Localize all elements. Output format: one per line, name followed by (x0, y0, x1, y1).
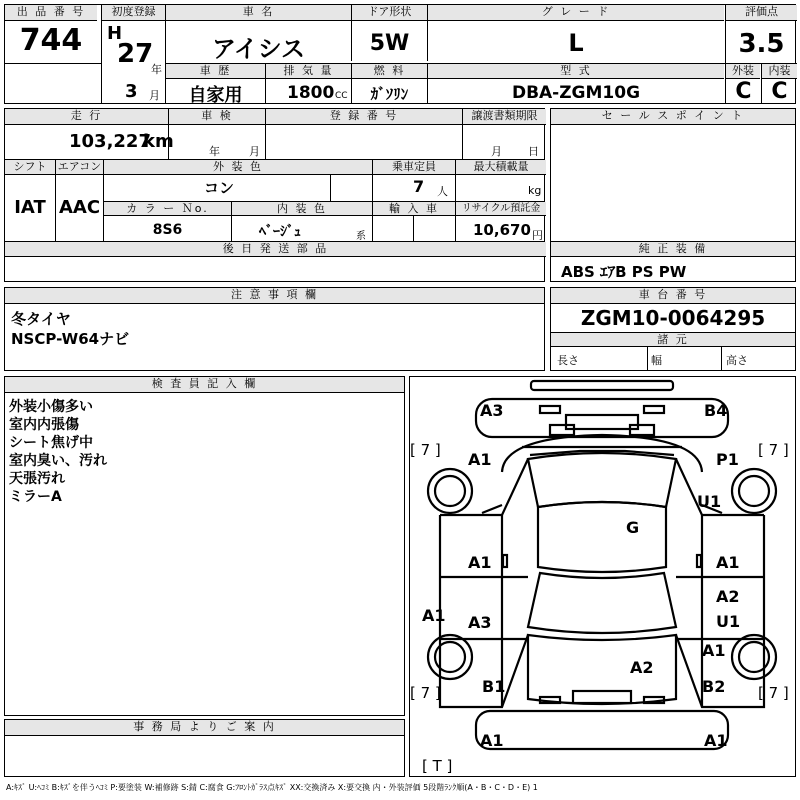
model: DBA-ZGM10G (511, 83, 641, 103)
sales-point-block (550, 108, 796, 282)
displacement: 1800 (287, 83, 335, 103)
damage-mark-a1-rear-left: A1 (480, 731, 504, 750)
first-reg-label: 初度登録 (102, 5, 165, 21)
damage-mark-u1-upper: U1 (697, 492, 722, 511)
inspector-line: 室内臭い、汚れ (9, 453, 107, 469)
tire-tread-rear-left: [ 7 ] (410, 684, 441, 702)
later-parts-label: 後 日 発 送 部 品 (5, 242, 546, 257)
interior-color-unit: 系 (356, 231, 366, 242)
damage-mark-a1-left-door: A1 (468, 553, 492, 572)
inspector-line: 天張汚れ (9, 471, 65, 487)
displacement-label: 排 気 量 (266, 64, 351, 79)
lot-label: 出 品 番 号 (5, 5, 97, 21)
damage-mark-a3-top: A3 (480, 401, 504, 420)
history-label: 車 歴 (166, 64, 265, 79)
inspection-label: 車 検 (169, 109, 265, 125)
door-label: ドア形状 (352, 5, 427, 21)
caution-block (4, 287, 545, 371)
equipment: ABS ｴｱB PS PW (561, 263, 687, 281)
damage-mark-a1-right-quarter: A1 (702, 641, 726, 660)
color-no-label: カ ラ ー Ｎo. (104, 202, 231, 216)
door-type: 5W (369, 31, 410, 56)
damage-mark-a1-rear-right: A1 (704, 731, 728, 750)
inspector-block (4, 376, 405, 716)
damage-mark-a2-rear: A2 (630, 658, 654, 677)
damage-mark-u1-right: U1 (716, 612, 741, 631)
interior-label: 内装 (762, 64, 797, 79)
header-block (4, 4, 796, 104)
interior-grade: C (771, 79, 788, 104)
lot-number: 744 (19, 23, 83, 58)
recycle-fee: 10,670 (473, 221, 531, 239)
ac-label: エアコン (57, 160, 102, 173)
chassis-label: 車 台 番 号 (551, 288, 795, 304)
damage-mark-b2: B2 (702, 677, 726, 696)
transfer-day-unit: 日 (528, 145, 539, 158)
damage-mark-g: G (626, 518, 640, 537)
grade: L (568, 29, 584, 57)
displacement-unit: CC (335, 91, 348, 101)
shift: IAT (14, 197, 46, 218)
mileage-label: 走 行 (5, 109, 168, 125)
chassis-number: ZGM10-0064295 (580, 306, 766, 330)
exterior-label: 外装 (726, 64, 760, 79)
inspector-line: ミラーA (9, 489, 62, 505)
height-label: 高さ (726, 354, 748, 367)
sales-point-label: セ ー ル ス ポ イ ン ト (551, 109, 795, 125)
damage-mark-a3-left: A3 (468, 613, 492, 632)
lot-cell (5, 5, 97, 63)
chassis-block (550, 287, 796, 371)
caution-line: 冬タイヤ (11, 310, 71, 328)
spec-label: 諸 元 (551, 333, 795, 347)
score-label: 評価点 (726, 5, 797, 21)
year-unit: 年 (151, 63, 162, 76)
fuel-label: 燃 料 (352, 64, 427, 79)
car-name: アイシス (211, 35, 306, 63)
interior-color-label: 内 装 色 (232, 202, 372, 216)
reg-month: 3 (125, 81, 138, 102)
fuel: ｶﾞｿﾘﾝ (370, 85, 409, 103)
month-unit: 月 (149, 89, 160, 102)
tire-tread-front-right: [ 7 ] (758, 441, 789, 459)
caution-label: 注 意 事 項 欄 (5, 288, 544, 304)
damage-mark-a1-front-left: A1 (468, 450, 492, 469)
damage-mark-b1: B1 (482, 677, 506, 696)
inspector-line: 外装小傷多い (9, 399, 93, 415)
history: 自家用 (188, 85, 243, 106)
caution-line: NSCP-W64ナビ (11, 330, 130, 348)
car-name-label: 車 名 (166, 5, 351, 21)
spare-tire: [ T ] (422, 757, 453, 775)
car-diagram (410, 377, 795, 776)
equipment-label: 純 正 装 備 (551, 242, 795, 257)
interior-color: ﾍﾞｰｼﾞｭ (259, 224, 301, 240)
recycle-unit: 円 (532, 229, 543, 242)
damage-mark-a2-right: A2 (716, 587, 740, 606)
mileage-unit: km (143, 131, 174, 152)
inspector-line: シート焦げ中 (9, 435, 93, 451)
transfer-month-unit: 月 (491, 145, 502, 158)
damage-mark-p1: P1 (716, 450, 739, 469)
shift-label: シフト (5, 160, 55, 175)
reg-number-label: 登 録 番 号 (266, 109, 462, 125)
color-label: 外 装 色 (104, 160, 372, 175)
length-label: 長さ (557, 354, 579, 367)
inspector-line: 室内内張傷 (9, 417, 79, 433)
grade-label: グ レ ー ド (428, 5, 724, 21)
vehicle-details (4, 108, 545, 282)
inspection-month-unit: 月 (249, 145, 260, 158)
color-no: 8S6 (152, 222, 183, 238)
inspector-label: 検 査 員 記 入 欄 (5, 377, 404, 393)
score: 3.5 (738, 29, 785, 59)
width-label: 幅 (651, 354, 662, 367)
capacity-label: 乗車定員 (373, 160, 455, 175)
import-label: 輸 入 車 (373, 202, 455, 216)
mileage: 103,227 (69, 131, 151, 152)
capacity: 7 (413, 177, 425, 196)
tire-tread-front-left: [ 7 ] (410, 441, 441, 459)
model-label: 型 式 (428, 64, 724, 79)
damage-mark-b4-top: B4 (704, 401, 728, 420)
inspection-year-unit: 年 (209, 145, 220, 158)
capacity-unit: 人 (437, 185, 448, 198)
max-load-unit: kg (528, 184, 542, 197)
office-label: 事 務 局 よ り ご 案 内 (5, 720, 404, 736)
transfer-doc-label: 譲渡書類期限 (463, 109, 546, 125)
legend: A:ｷｽﾞ U:ﾍｺﾐ B:ｷｽﾞを伴うﾍｺﾐ P:要塗装 W:補修跡 S:錆 C:腐食 G:ﾌﾛﾝﾄｶﾞﾗｽ点ｷｽﾞ XX:交換済み X:要交換 内・外装評価 5段階ﾗﾝｸ順(A・B・C・D・E) 1 (6, 783, 538, 792)
office-block (4, 719, 405, 777)
exterior-grade: C (735, 79, 752, 104)
damage-mark-a1-left-sill: A1 (422, 606, 446, 625)
damage-diagram (409, 376, 796, 777)
era: H (107, 23, 123, 44)
exterior-color: コン (203, 179, 234, 197)
damage-mark-a1-right-door: A1 (716, 553, 740, 572)
tire-tread-rear-right: [ 7 ] (758, 684, 789, 702)
reg-year: 27 (117, 39, 154, 69)
max-load-label: 最大積載量 (456, 160, 546, 175)
recycle-label: リサイクル預託金 (456, 202, 546, 216)
ac: AAC (58, 197, 101, 218)
